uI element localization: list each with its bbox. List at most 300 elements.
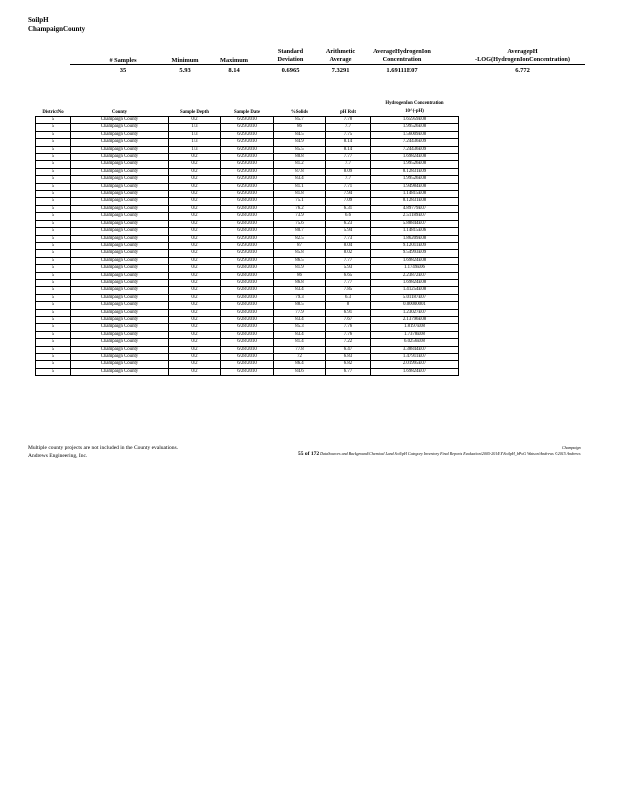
cell-district: 5 [36, 154, 71, 161]
cell-date: 6/29/2010 [221, 124, 274, 131]
cell-county: Champaign County [71, 176, 169, 183]
cell-solids: 80.8 [274, 154, 326, 161]
cell-district: 5 [36, 191, 71, 198]
cell-date: 6/28/2010 [221, 213, 274, 220]
cell-district: 5 [36, 183, 71, 190]
cell-date: 6/28/2010 [221, 302, 274, 309]
table-row [36, 272, 459, 279]
cell-hydrogen: 6.0256E08 [371, 339, 459, 346]
table-row [36, 235, 459, 242]
cell-depth: 0/2 [169, 176, 221, 183]
summary-header-samples: # Samples [109, 57, 137, 64]
cell-solids: 85.3 [274, 324, 326, 331]
cell-solids: 86.4 [274, 361, 326, 368]
cell-district: 5 [36, 354, 71, 361]
cell-hydrogen: 1.14815E06 [371, 228, 459, 235]
summary-header-maximum: Maximum [220, 57, 248, 64]
cell-district: 5 [36, 257, 71, 264]
cell-ph: 7.75 [326, 131, 371, 138]
cell-ph: 6.82 [326, 361, 371, 368]
cell-district: 5 [36, 146, 71, 153]
cell-hydrogen: 3.38844E07 [371, 346, 459, 353]
summary-value-samples: 35 [119, 67, 127, 74]
cell-district: 5 [36, 265, 71, 272]
col-header-county: County [71, 100, 169, 117]
cell-county: Champaign County [71, 139, 169, 146]
cell-solids: 85.8 [274, 250, 326, 257]
cell-hydrogen: 1.41254E08 [371, 287, 459, 294]
table-row [36, 250, 459, 257]
cell-depth: 0/2 [169, 168, 221, 175]
cell-hydrogen: 1.94984E08 [371, 183, 459, 190]
cell-date: 6/28/2010 [221, 346, 274, 353]
cell-solids: 86.5 [274, 257, 326, 264]
table-body [36, 117, 459, 376]
table-row [36, 368, 459, 375]
report-subtitle: ChampaignCounty [28, 25, 86, 33]
cell-district: 5 [36, 279, 71, 286]
cell-date: 6/28/2010 [221, 331, 274, 338]
cell-ph: 7.77 [326, 154, 371, 161]
table-row [36, 220, 459, 227]
cell-depth: 0/2 [169, 287, 221, 294]
cell-hydrogen: 2.13796E08 [371, 316, 459, 323]
footer-note: Multiple county projects are not included in the County evaluations. [28, 445, 178, 451]
cell-district: 5 [36, 302, 71, 309]
cell-county: Champaign County [71, 346, 169, 353]
summary-header-avg-hydrogen: AverageHydrogenIon Concentration [373, 48, 431, 63]
cell-district: 5 [36, 117, 71, 124]
cell-ph: 6.77 [326, 368, 371, 375]
cell-hydrogen: 1.99526E08 [371, 161, 459, 168]
table-row [36, 205, 459, 212]
cell-depth: 0/2 [169, 205, 221, 212]
cell-county: Champaign County [71, 198, 169, 205]
cell-county: Champaign County [71, 279, 169, 286]
col-header-date: Sample Date [221, 100, 274, 117]
table-row [36, 146, 459, 153]
cell-date: 6/28/2010 [221, 279, 274, 286]
cell-county: Champaign County [71, 205, 169, 212]
summary-value-avg-hydrogen: 1.69111E07 [386, 67, 418, 74]
cell-ph: 7.67 [326, 316, 371, 323]
cell-ph: 8 [326, 302, 371, 309]
summary-divider [70, 64, 585, 65]
cell-depth: 0/2 [169, 228, 221, 235]
cell-solids: 86 [274, 124, 326, 131]
cell-solids: 87.8 [274, 168, 326, 175]
summary-value-std: 0.6965 [281, 67, 300, 74]
cell-hydrogen: 1.69824E07 [371, 368, 459, 375]
cell-district: 5 [36, 161, 71, 168]
cell-depth: 0/2 [169, 279, 221, 286]
cell-county: Champaign County [71, 309, 169, 316]
cell-depth: 0/2 [169, 235, 221, 242]
cell-hydrogen: 1.99526E08 [371, 176, 459, 183]
cell-county: Champaign County [71, 131, 169, 138]
cell-solids: 88.5 [274, 302, 326, 309]
table-row [36, 316, 459, 323]
table-row [36, 198, 459, 205]
cell-hydrogen: 1.23027E07 [371, 309, 459, 316]
table-row [36, 154, 459, 161]
cell-date: 6/28/2010 [221, 368, 274, 375]
cell-district: 5 [36, 168, 71, 175]
cell-district: 5 [36, 346, 71, 353]
cell-county: Champaign County [71, 257, 169, 264]
cell-county: Champaign County [71, 124, 169, 131]
cell-ph: 7.76 [326, 324, 371, 331]
table-row [36, 346, 459, 353]
cell-solids: 75.6 [274, 220, 326, 227]
cell-date: 6/28/2010 [221, 198, 274, 205]
cell-depth: 0/2 [169, 324, 221, 331]
cell-depth: 0/2 [169, 198, 221, 205]
cell-depth: 1/3 [169, 131, 221, 138]
cell-ph: 7.71 [326, 183, 371, 190]
cell-ph: 8.14 [326, 139, 371, 146]
cell-date: 6/29/2010 [221, 131, 274, 138]
cell-district: 5 [36, 331, 71, 338]
cell-ph: 7.76 [326, 331, 371, 338]
cell-solids: 72 [274, 354, 326, 361]
cell-date: 6/28/2010 [221, 354, 274, 361]
cell-hydrogen: 1.1749E06 [371, 265, 459, 272]
cell-solids: 83.4 [274, 331, 326, 338]
cell-hydrogen: 4.89779E07 [371, 205, 459, 212]
summary-header-arith: Arithmetic Average [325, 48, 356, 63]
cell-date: 6/29/2010 [221, 117, 274, 124]
table-row [36, 168, 459, 175]
cell-depth: 0/2 [169, 346, 221, 353]
cell-depth: 0/2 [169, 220, 221, 227]
table-row [36, 287, 459, 294]
cell-district: 5 [36, 324, 71, 331]
cell-depth: 0/2 [169, 265, 221, 272]
cell-county: Champaign County [71, 191, 169, 198]
cell-date: 6/29/2010 [221, 168, 274, 175]
cell-county: Champaign County [71, 331, 169, 338]
table-row [36, 257, 459, 264]
cell-county: Champaign County [71, 117, 169, 124]
cell-date: 6/28/2010 [221, 265, 274, 272]
cell-ph: 6.47 [326, 346, 371, 353]
cell-ph: 7.7 [326, 124, 371, 131]
cell-ph: 7.85 [326, 287, 371, 294]
cell-county: Champaign County [71, 235, 169, 242]
report-title: SoilpH [28, 16, 49, 24]
cell-solids: 86.8 [274, 279, 326, 286]
cell-solids: 83.4 [274, 316, 326, 323]
cell-hydrogen: 1.69824E08 [371, 279, 459, 286]
cell-district: 5 [36, 213, 71, 220]
cell-county: Champaign County [71, 183, 169, 190]
cell-date: 6/29/2010 [221, 146, 274, 153]
summary-value-avg-ph: 6.772 [515, 67, 530, 74]
cell-depth: 1/3 [169, 124, 221, 131]
cell-solids: 87 [274, 242, 326, 249]
cell-hydrogen: 1.69824E08 [371, 154, 459, 161]
cell-date: 6/29/2010 [221, 176, 274, 183]
cell-hydrogen: 9.54993E09 [371, 250, 459, 257]
table-row [36, 161, 459, 168]
table-row [36, 131, 459, 138]
cell-depth: 1/3 [169, 139, 221, 146]
cell-depth: 0/2 [169, 161, 221, 168]
cell-district: 5 [36, 220, 71, 227]
footer-county-label: Champaign [562, 445, 581, 450]
cell-district: 5 [36, 242, 71, 249]
table-row [36, 117, 459, 124]
cell-solids: 83.4 [274, 176, 326, 183]
col-header-solids: %Solids [274, 100, 326, 117]
cell-date: 6/28/2010 [221, 272, 274, 279]
cell-district: 5 [36, 287, 71, 294]
table-row [36, 324, 459, 331]
cell-ph: 6.3 [326, 294, 371, 301]
cell-ph: 6.83 [326, 354, 371, 361]
table-row [36, 309, 459, 316]
cell-solids: 80.7 [274, 228, 326, 235]
cell-county: Champaign County [71, 213, 169, 220]
cell-district: 5 [36, 235, 71, 242]
table-row [36, 191, 459, 198]
cell-date: 6/28/2010 [221, 339, 274, 346]
cell-district: 5 [36, 205, 71, 212]
footer-page-number: 55 of 172 [298, 451, 320, 457]
cell-hydrogen: 1.14815E08 [371, 191, 459, 198]
cell-county: Champaign County [71, 146, 169, 153]
cell-depth: 0/2 [169, 242, 221, 249]
cell-date: 6/28/2010 [221, 287, 274, 294]
cell-depth: 0/2 [169, 272, 221, 279]
cell-ph: 8.04 [326, 242, 371, 249]
cell-solids: 83.4 [274, 287, 326, 294]
cell-hydrogen: 8.12831E08 [371, 198, 459, 205]
cell-county: Champaign County [71, 354, 169, 361]
cell-date: 6/29/2010 [221, 257, 274, 264]
cell-depth: 0/2 [169, 257, 221, 264]
cell-solids: 81.1 [274, 183, 326, 190]
cell-ph: 8.09 [326, 168, 371, 175]
cell-hydrogen: 1.7378E08 [371, 331, 459, 338]
cell-county: Champaign County [71, 324, 169, 331]
cell-ph: 7.77 [326, 257, 371, 264]
cell-date: 6/28/2010 [221, 228, 274, 235]
cell-date: 6/28/2010 [221, 361, 274, 368]
col-header-depth: Sample Depth [169, 100, 221, 117]
cell-hydrogen: 2.51189E07 [371, 213, 459, 220]
cell-solids: 85.5 [274, 146, 326, 153]
cell-county: Champaign County [71, 294, 169, 301]
cell-county: Champaign County [71, 316, 169, 323]
summary-header-avg-ph: AveragepH -LOG(HydrogenIonConcentration) [474, 48, 571, 63]
cell-district: 5 [36, 176, 71, 183]
cell-ph: 8.14 [326, 146, 371, 153]
cell-ph: 6.31 [326, 205, 371, 212]
cell-depth: 0/2 [169, 250, 221, 257]
cell-date: 6/29/2010 [221, 154, 274, 161]
cell-depth: 0/2 [169, 117, 221, 124]
cell-depth: 0/2 [169, 339, 221, 346]
cell-solids: 73.9 [274, 213, 326, 220]
cell-ph: 6.91 [326, 309, 371, 316]
cell-depth: 0/2 [169, 191, 221, 198]
cell-county: Champaign County [71, 242, 169, 249]
cell-district: 5 [36, 198, 71, 205]
footer-company: Andrews Engineering, Inc. [28, 453, 88, 459]
cell-date: 6/29/2010 [221, 183, 274, 190]
table-row [36, 265, 459, 272]
cell-ph: 7.77 [326, 279, 371, 286]
cell-solids: 77.9 [274, 309, 326, 316]
cell-hydrogen: 2.23872E07 [371, 272, 459, 279]
cell-date: 6/29/2010 [221, 242, 274, 249]
cell-county: Champaign County [71, 339, 169, 346]
cell-depth: 0/2 [169, 154, 221, 161]
cell-depth: 0/2 [169, 361, 221, 368]
cell-depth: 0/2 [169, 213, 221, 220]
cell-hydrogen: 1.47911E07 [371, 354, 459, 361]
cell-district: 5 [36, 294, 71, 301]
cell-hydrogen: 8.12831E09 [371, 168, 459, 175]
cell-hydrogen: 0.00000001 [371, 302, 459, 309]
cell-hydrogen: 7.24436E09 [371, 146, 459, 153]
col-header-district: DistrictNo [36, 100, 71, 117]
cell-solids: 82.5 [274, 235, 326, 242]
table-row [36, 139, 459, 146]
cell-depth: 0/2 [169, 309, 221, 316]
cell-date: 6/28/2010 [221, 294, 274, 301]
cell-date: 6/29/2010 [221, 191, 274, 198]
cell-district: 5 [36, 124, 71, 131]
table-row [36, 242, 459, 249]
cell-ph: 7.94 [326, 191, 371, 198]
cell-county: Champaign County [71, 361, 169, 368]
cell-depth: 0/2 [169, 354, 221, 361]
cell-ph: 6.65 [326, 272, 371, 279]
table-row [36, 294, 459, 301]
table-row [36, 183, 459, 190]
cell-solids: 77.8 [274, 346, 326, 353]
footer-path: DataSources and Background\Chemical Land Soil\pH Category Inventory Final Reports Evaluation\2005-2014\Y\SoilpH_bPoG Watson\Andrews ©2015 Andrews [320, 451, 581, 456]
cell-depth: 1/3 [169, 146, 221, 153]
cell-solids: 81.2 [274, 161, 326, 168]
cell-hydrogen: 1.8197E08 [371, 324, 459, 331]
footer-info [298, 451, 581, 457]
summary-header-std: Standard Deviation [277, 48, 304, 63]
cell-hydrogen: 1.56009E08 [371, 131, 459, 138]
cell-date: 6/29/2010 [221, 235, 274, 242]
cell-district: 5 [36, 368, 71, 375]
cell-district: 5 [36, 361, 71, 368]
cell-county: Champaign County [71, 272, 169, 279]
summary-value-arith: 7.3291 [331, 67, 350, 74]
cell-hydrogen: 1.69824E08 [371, 257, 459, 264]
cell-ph: 8.02 [326, 250, 371, 257]
col-header-ph: pH Rslt [326, 100, 371, 117]
cell-date: 6/28/2010 [221, 316, 274, 323]
cell-solids: 75.1 [274, 198, 326, 205]
table-row [36, 279, 459, 286]
cell-district: 5 [36, 316, 71, 323]
table-row [36, 339, 459, 346]
cell-solids: 85.7 [274, 117, 326, 124]
cell-ph: 7.09 [326, 198, 371, 205]
cell-county: Champaign County [71, 220, 169, 227]
cell-county: Champaign County [71, 228, 169, 235]
cell-hydrogen: 1.99526E08 [371, 124, 459, 131]
cell-date: 6/28/2010 [221, 309, 274, 316]
cell-county: Champaign County [71, 161, 169, 168]
cell-date: 6/29/2010 [221, 139, 274, 146]
summary-value-maximum: 8.14 [228, 67, 240, 74]
cell-solids: 81.8 [274, 191, 326, 198]
cell-district: 5 [36, 131, 71, 138]
cell-depth: 0/2 [169, 368, 221, 375]
cell-county: Champaign County [71, 265, 169, 272]
table-row [36, 354, 459, 361]
cell-depth: 0/2 [169, 316, 221, 323]
cell-solids: 81.4 [274, 339, 326, 346]
cell-ph: 7.7 [326, 161, 371, 168]
table-row [36, 213, 459, 220]
cell-date: 6/28/2010 [221, 324, 274, 331]
cell-ph: 7.73 [326, 235, 371, 242]
cell-date: 6/29/2010 [221, 161, 274, 168]
cell-solids: 84.9 [274, 139, 326, 146]
cell-county: Champaign County [71, 368, 169, 375]
cell-depth: 0/2 [169, 331, 221, 338]
cell-district: 5 [36, 250, 71, 257]
cell-solids: 84.6 [274, 368, 326, 375]
col-header-hydrogen: HydrogenIon Concentration 10^(-pH) [371, 100, 459, 117]
cell-ph: 7.78 [326, 117, 371, 124]
cell-date: 6/29/2010 [221, 250, 274, 257]
cell-county: Champaign County [71, 250, 169, 257]
table-header-row [36, 100, 459, 117]
cell-district: 5 [36, 139, 71, 146]
cell-solids: 86 [274, 272, 326, 279]
cell-date: 6/28/2010 [221, 220, 274, 227]
cell-hydrogen: 2.01995E07 [371, 361, 459, 368]
cell-hydrogen: 1.86209E08 [371, 235, 459, 242]
summary-value-minimum: 5.93 [179, 67, 191, 74]
table-row [36, 302, 459, 309]
table-row [36, 176, 459, 183]
cell-depth: 0/2 [169, 294, 221, 301]
cell-hydrogen: 9.12011E09 [371, 242, 459, 249]
cell-solids: 81.9 [274, 265, 326, 272]
cell-district: 5 [36, 228, 71, 235]
cell-county: Champaign County [71, 287, 169, 294]
cell-district: 5 [36, 339, 71, 346]
cell-ph: 5.94 [326, 228, 371, 235]
cell-ph: 6.6 [326, 213, 371, 220]
cell-ph: 5.93 [326, 265, 371, 272]
cell-district: 5 [36, 309, 71, 316]
cell-district: 5 [36, 272, 71, 279]
cell-solids: 76.2 [274, 205, 326, 212]
cell-solids: 79.3 [274, 294, 326, 301]
cell-depth: 0/2 [169, 302, 221, 309]
table-row [36, 331, 459, 338]
cell-county: Champaign County [71, 154, 169, 161]
cell-ph: 7.22 [326, 339, 371, 346]
samples-table [35, 100, 459, 376]
cell-ph: 6.23 [326, 220, 371, 227]
summary-header-minimum: Minimum [171, 57, 199, 64]
